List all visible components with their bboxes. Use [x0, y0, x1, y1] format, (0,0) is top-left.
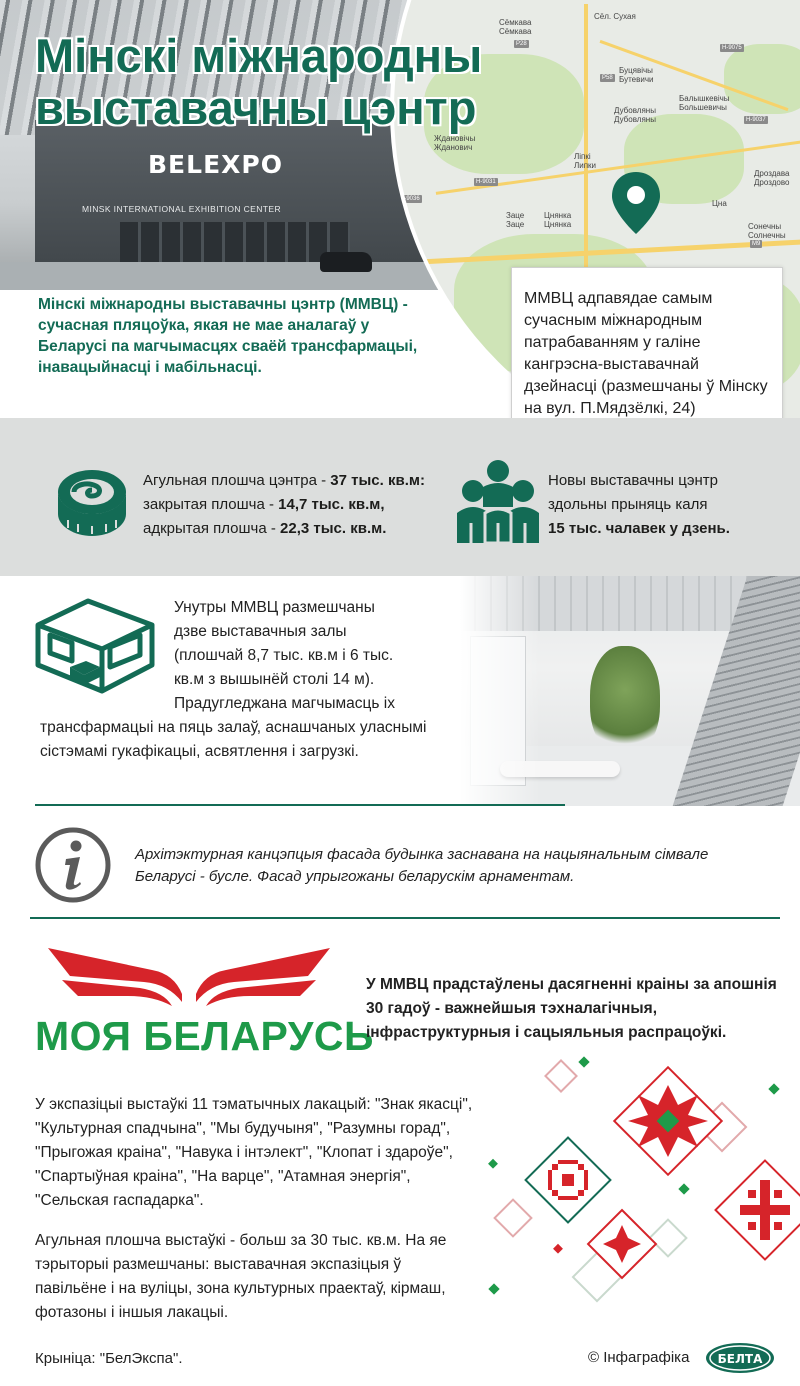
map-label: Заце	[506, 211, 525, 220]
map-label: Буцявічы	[619, 66, 653, 75]
map-label: Большевичы	[679, 103, 727, 112]
road-tag: Р58	[602, 75, 613, 81]
area-stats	[143, 469, 425, 541]
moya-belarus-logo: МОЯ БЕЛАРУСЬ	[35, 1013, 374, 1059]
map-label: Цна	[712, 199, 727, 208]
divider	[30, 917, 780, 919]
source-note: Крыніца: "БелЭкспа".	[35, 1350, 183, 1367]
map-label: Липки	[574, 161, 597, 170]
belexpo-subtitle: MINSK INTERNATIONAL EXHIBITION CENTER	[82, 204, 281, 214]
map-label: Дубовляны	[614, 115, 656, 124]
indoor-tree	[590, 646, 660, 756]
total-area-value: 37 тыс. кв.м:	[330, 472, 425, 489]
visitors-line-1: Новы выставачны цэнтр	[548, 472, 718, 489]
map-label: Дроздово	[754, 178, 790, 187]
visitors-line-2: здольны прыняць каля	[548, 496, 708, 513]
halls-description	[40, 596, 480, 764]
map-label: Сонечны	[748, 222, 782, 231]
page-title	[35, 30, 482, 134]
open-area-value: 22,3 тыс. кв.м.	[280, 520, 387, 537]
road-tag: Р28	[516, 41, 527, 47]
map-pin-icon	[610, 170, 662, 236]
map-label: Бутевичи	[619, 75, 654, 84]
divider	[35, 804, 565, 806]
measuring-tape-icon	[52, 462, 132, 542]
closed-area-label: закрытая плошча -	[143, 496, 279, 513]
map-label: Солнечны	[748, 231, 786, 240]
map-label: Сёмкава	[499, 18, 532, 27]
map-label: Балышкевічы	[679, 94, 730, 103]
info-box-text: ММВЦ адпавядае самым сучасным міжнародным патрабаванням у галіне кангрэсна-выставачнай дзейнасці (размешчаны ў Мінску на вул. П.Мядзёлкі, 24)	[524, 290, 768, 417]
intro-text: Мінскі міжнародны выставачны цэнтр (ММВЦ) - сучасная пляцоўка, якая не мае аналагаў у Беларусі па магчымасцях сваёй трансфармацыі, інавацыйнасці і мабільнасці.	[38, 296, 418, 376]
map-label: Ліпкі	[574, 152, 591, 161]
closed-area-value: 14,7 тыс. кв.м,	[278, 496, 385, 513]
open-area-label: адкрытая плошча -	[143, 520, 281, 537]
map-label: Цнянка	[544, 220, 572, 229]
map-label: Цнянка	[544, 211, 572, 220]
achievements-text: У ММВЦ прадстаўлены дасягненні краіны за апошнія 30 гадоў - важнейшыя тэхналагічныя, інфраструктурныя і сацыяльныя распрацоўкі.	[366, 976, 777, 1041]
title-line-1: Мінскі міжнародны	[35, 29, 483, 82]
interior-hall-photo	[460, 576, 800, 806]
map-label: Жданович	[434, 143, 473, 152]
visitor-capacity	[548, 469, 730, 541]
people-icon	[455, 457, 541, 543]
exposition-area: Агульная плошча выстаўкі - больш за 30 тыс. кв.м. На яе тэрыторыі размешчаны: выставачная экспазіцыя ў павільёне і на вуліцы, зона культурных праектаў, кірмаш, фотазоны і іншыя лакацыі.	[35, 1232, 447, 1321]
car	[320, 252, 372, 272]
wings-logo-icon	[48, 944, 330, 1012]
visitors-value: 15 тыс. чалавек у дзень.	[548, 520, 730, 537]
map-label: Ждановічы	[434, 134, 476, 143]
exposition-locations: У экспазіцыі выстаўкі 11 тэматычных лакацый: "Знак якасці", "Культурная спадчына", "Мы будучыня", "Разумны горад", "Прыгожая краіна", "Навука і інтэлект", "Клопат і здароўе", "Спартыўная краіна", "На варце", "Атамная энергія", "Сельская гаспадарка".	[35, 1096, 473, 1209]
halls-rest: трансфармацыі на пяць залаў, аснашчаных уласнымі сістэмамі гукафікацыі, асвятлення і загрузкі.	[40, 719, 427, 760]
belta-logo-icon	[705, 1342, 775, 1374]
road-tag: Н-9031	[476, 179, 496, 185]
map-label: Заце	[506, 220, 525, 229]
map-label: Сёл. Сухая	[594, 12, 636, 21]
road-tag: Н-9037	[746, 117, 766, 123]
road-tag: Н-9036	[400, 196, 420, 202]
info-icon	[34, 826, 112, 904]
road-tag: М9	[752, 241, 761, 247]
map-label: Дубовляны	[614, 106, 656, 115]
ornament-decoration	[480, 1055, 800, 1305]
architecture-note: Архітэктурная канцэпцыя фасада будынка заснавана на нацыянальным сімвале Беларусі - бусле. Фасад упрыгожаны беларускім арнаментам.	[135, 846, 709, 885]
belta-logo-text: БЕЛТА	[717, 1352, 763, 1366]
road-tag: Н-9075	[722, 45, 742, 51]
map-label: Сёмкава	[499, 27, 532, 36]
infographic-credit: © Інфаграфіка	[588, 1349, 690, 1366]
belexpo-sign: BELEXPO	[148, 150, 283, 179]
total-area-label: Агульная плошча цэнтра -	[143, 472, 331, 489]
plaza-ground	[0, 262, 470, 290]
map-label: Дроздава	[754, 169, 790, 178]
title-line-2: выставачны цэнтр	[35, 81, 477, 134]
halls-first-lines: Унутры ММВЦ размешчаны дзве выставачныя залы (плошчай 8,7 тыс. кв.м і 6 тыс. кв.м з вышынёй столі 14 м). Прадугледжана магчымасць іх	[174, 599, 395, 712]
